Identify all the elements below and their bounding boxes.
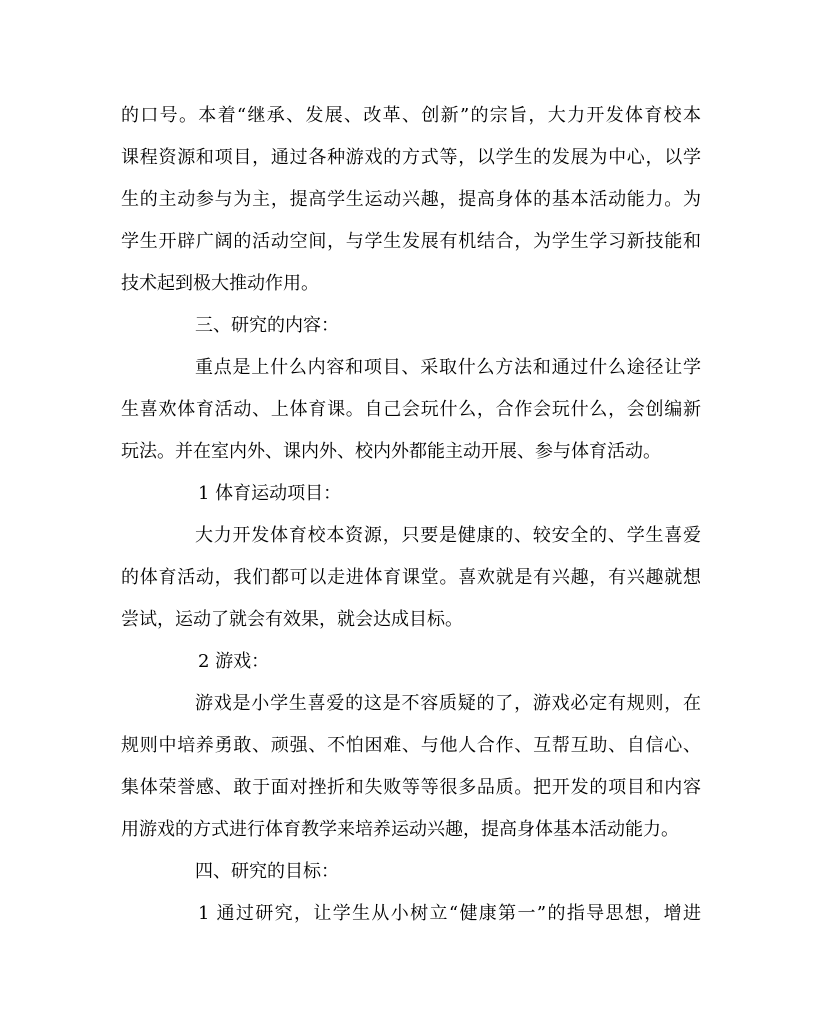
- paragraph-line: 用游戏的方式进行体育教学来培养运动兴趣，提高身体基本活动能力。: [121, 819, 679, 840]
- paragraph-line: 生的主动参与为主，提高学生运动兴趣，提高身体的基本活动能力。为: [121, 189, 701, 210]
- paragraph-line: 课程资源和项目，通过各种游戏的方式等，以学生的发展为中心，以学: [121, 147, 701, 168]
- paragraph-line: 尝试，运动了就会有效果，就会达成目标。: [121, 609, 463, 630]
- subsection-heading: 1 体育运动项目：: [198, 483, 342, 504]
- paragraph-line: 玩法。并在室内外、课内外、校内外都能主动开展、参与体育活动。: [121, 441, 661, 462]
- paragraph-line: 重点是上什么内容和项目、采取什么方法和通过什么途径让学: [195, 357, 701, 378]
- paragraph-line: 集体荣誉感、敢于面对挫折和失败等等很多品质。把开发的项目和内容: [121, 777, 701, 798]
- paragraph-line: 规则中培养勇敢、顽强、不怕困难、与他人合作、互帮互助、自信心、: [121, 735, 701, 756]
- subsection-heading: 2 游戏：: [198, 651, 270, 672]
- paragraph-line: 的体育活动，我们都可以走进体育课堂。喜欢就是有兴趣，有兴趣就想: [121, 567, 701, 588]
- paragraph-line: 学生开辟广阔的活动空间，与学生发展有机结合，为学生学习新技能和: [121, 231, 701, 252]
- paragraph-line: 的口号。本着“继承、发展、改革、创新”的宗旨，大力开发体育校本: [121, 105, 701, 126]
- paragraph-line: 1 通过研究，让学生从小树立“健康第一”的指导思想，增进: [198, 903, 701, 924]
- paragraph-line: 游戏是小学生喜爱的这是不容质疑的了，游戏必定有规则，在: [195, 693, 701, 714]
- paragraph-line: 生喜欢体育活动、上体育课。自己会玩什么，合作会玩什么，会创编新: [121, 399, 701, 420]
- paragraph-line: 技术起到极大推动作用。: [121, 273, 319, 294]
- section-heading: 三、研究的内容：: [195, 315, 339, 336]
- paragraph-line: 大力开发体育校本资源，只要是健康的、较安全的、学生喜爱: [195, 525, 701, 546]
- section-heading: 四、研究的目标：: [195, 861, 339, 882]
